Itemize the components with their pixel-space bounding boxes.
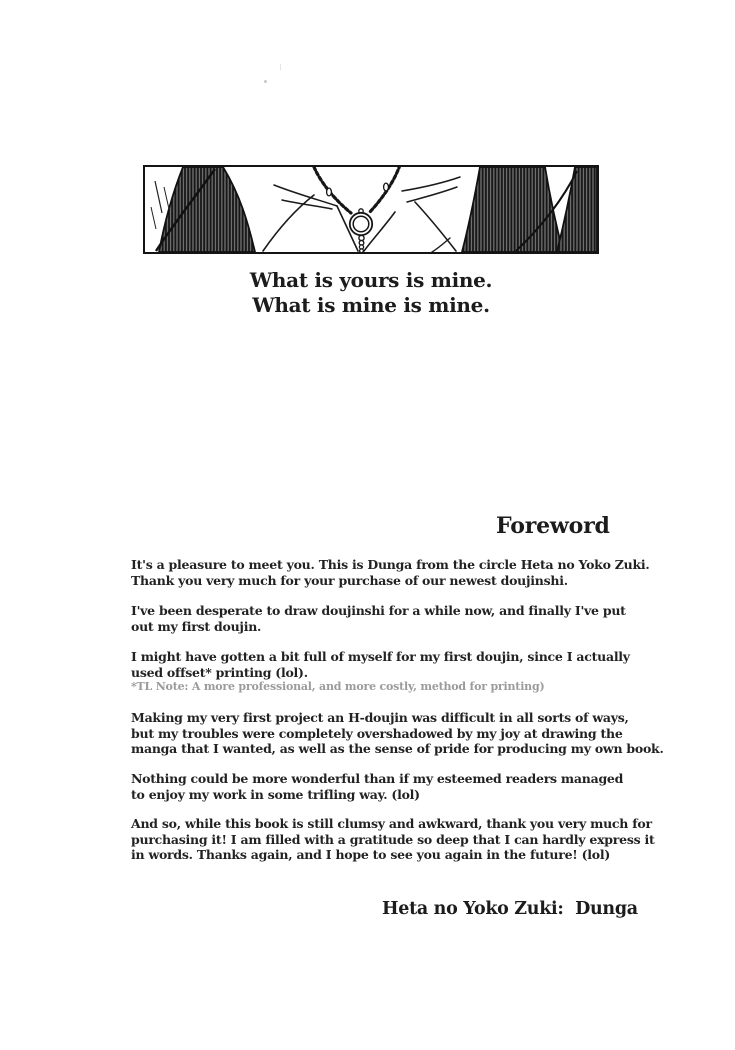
paragraph-line: used offset* printing (lol). <box>131 664 308 680</box>
paragraph-line: manga that I wanted, as well as the sense of pride for producing my own book. <box>131 741 664 756</box>
foreword-heading: Foreword <box>496 513 610 539</box>
scan-speck <box>264 80 267 83</box>
paragraph-line: purchasing it! I am filled with a gratitude so deep that I can hardly express it <box>131 831 655 847</box>
foreword-paragraph <box>131 816 655 863</box>
foreword-paragraph <box>131 710 664 757</box>
caption <box>143 268 599 318</box>
scan-speck <box>280 64 281 70</box>
paragraph-line: I've been desperate to draw doujinshi for a while now, and finally I've put <box>131 603 626 618</box>
tl-note: *TL Note: A more professional, and more costly, method for printing) <box>131 680 545 693</box>
caption-line-1: What is yours is mine. <box>249 268 493 292</box>
paragraph-line: but my troubles were completely overshadowed by my joy at drawing the <box>131 725 623 741</box>
paragraph-line: to enjoy my work in some trifling way. (lol) <box>131 786 420 802</box>
paragraph-line: out my first doujin. <box>131 618 262 634</box>
paragraph-line: It's a pleasure to meet you. This is Dunga from the circle Heta no Yoko Zuki. <box>131 557 650 572</box>
paragraph-line: in words. Thanks again, and I hope to see you again in the future! (lol) <box>131 847 611 862</box>
caption-line-2: What is mine is mine. <box>252 293 490 317</box>
signature: Heta no Yoko Zuki: Dunga <box>382 899 638 919</box>
paragraph-line: And so, while this book is still clumsy and awkward, thank you very much for <box>131 816 652 831</box>
illustration-panel <box>143 165 599 254</box>
foreword-paragraph <box>131 603 626 634</box>
paragraph-line: Nothing could be more wonderful than if my esteemed readers managed <box>131 771 624 786</box>
paragraph-line: Making my very first project an H-doujin was difficult in all sorts of ways, <box>131 710 629 725</box>
paragraph-line: Thank you very much for your purchase of our newest doujinshi. <box>131 572 568 588</box>
foreword-paragraph <box>131 649 630 694</box>
foreword-paragraph <box>131 557 650 588</box>
foreword-paragraph <box>131 771 623 802</box>
paragraph-line: I might have gotten a bit full of myself for my first doujin, since I actually <box>131 649 630 664</box>
